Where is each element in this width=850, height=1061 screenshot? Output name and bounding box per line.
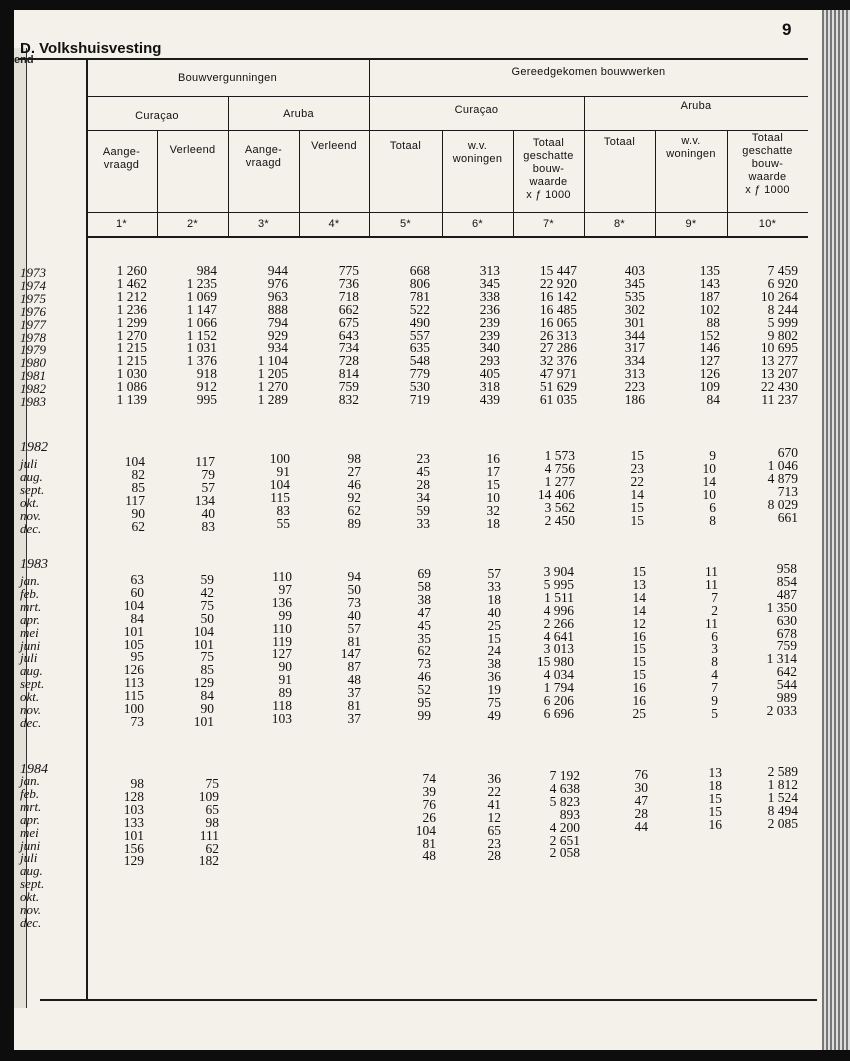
header-bottom-rule bbox=[86, 236, 808, 238]
m1984-col-6: 36 22 41 12 65 23 28 bbox=[487, 771, 501, 864]
col-number-9: 9* bbox=[685, 218, 697, 230]
m1984-col-2: 75 109 65 98 111 62 182 bbox=[198, 776, 219, 869]
header-aruba-1: Aruba bbox=[283, 108, 314, 120]
m1983-col-3: 110 97 136 99 110 119 127 90 91 89 118 103 bbox=[271, 569, 292, 726]
col-number-3: 3* bbox=[258, 218, 269, 230]
col-number-5: 5* bbox=[400, 218, 411, 230]
header-col1: Aange- vraagd bbox=[102, 146, 141, 171]
header-col8: Totaal bbox=[603, 136, 636, 148]
page-number: 9 bbox=[782, 20, 792, 39]
book-edge bbox=[822, 10, 850, 1050]
m1983-col-7: 3 904 5 995 1 511 4 996 2 266 4 641 3 013 15 980 4 034 1 794 6 206 6 696 bbox=[536, 564, 574, 721]
row-label-1982: 1982 bbox=[20, 440, 48, 455]
annual-col-2: 984 1 235 1 069 1 147 1 066 1 152 1 031 1 376 918 912 995 bbox=[186, 263, 217, 408]
m1982-col-4: 98 27 46 92 62 89 bbox=[347, 451, 361, 531]
m1983-col-5: 69 58 38 47 45 35 62 73 46 52 95 99 bbox=[417, 566, 431, 723]
header-col7: Totaal geschatte bouw- waarde x ƒ 1000 bbox=[523, 137, 574, 201]
row-labels-months-1984: jan. feb. mrt. apr. mei juni juli aug. sept. okt. nov. dec. bbox=[20, 773, 45, 930]
header-col5: Totaal bbox=[389, 140, 422, 152]
header-col6: w.v. woningen bbox=[452, 140, 503, 165]
m1982-col-7: 1 573 4 756 1 277 14 406 3 562 2 450 bbox=[537, 448, 575, 528]
m1983-col-1: 63 60 104 84 101 105 95 126 113 115 100 73 bbox=[123, 572, 144, 729]
col-number-1: 1* bbox=[116, 218, 127, 230]
header-col3: Aange- vraagd bbox=[244, 144, 283, 169]
stub-divider bbox=[86, 58, 88, 999]
annual-col-3: 944 976 963 888 794 929 934 1 104 1 205 1 270 1 289 bbox=[257, 263, 288, 408]
header-aruba-2: Aruba bbox=[680, 100, 712, 112]
edge-text: end bbox=[14, 54, 34, 66]
annual-col-1: 1 260 1 462 1 212 1 236 1 299 1 270 1 215 1 215 1 030 1 086 1 139 bbox=[116, 263, 147, 408]
row-labels-months-1983: jan. feb. mrt. apr. mei juni juli aug. sept. okt. nov. dec. bbox=[20, 573, 45, 730]
m1982-col-1: 104 82 85 117 90 62 bbox=[124, 454, 145, 534]
col-number-7: 7* bbox=[543, 218, 554, 230]
row-labels-months-1982: juli aug. sept. okt. nov. dec. bbox=[20, 456, 45, 536]
header-bouwvergunningen: Bouwvergunningen bbox=[178, 72, 277, 84]
header-col9: w.v. woningen bbox=[666, 135, 716, 160]
table-top-rule bbox=[18, 58, 808, 60]
row-labels-years: 1973 1974 1975 1976 1977 1978 1979 1980 1981 1982 1983 bbox=[20, 265, 46, 410]
header-rule-2 bbox=[86, 130, 808, 131]
m1982-col-2: 117 79 57 134 40 83 bbox=[194, 454, 215, 534]
annual-col-4: 775 736 718 662 675 643 734 728 814 759 832 bbox=[338, 263, 359, 408]
m1983-col-8: 15 13 14 14 12 16 15 15 15 16 16 25 bbox=[632, 564, 646, 721]
m1984-col-9: 13 18 15 15 16 bbox=[708, 765, 722, 832]
m1982-col-6: 16 17 15 10 32 18 bbox=[486, 451, 500, 531]
annual-col-7: 15 447 22 920 16 142 16 485 16 065 26 313 27 286 32 376 47 971 51 629 61 035 bbox=[539, 263, 577, 408]
m1983-col-2: 59 42 75 50 104 101 75 85 129 84 90 101 bbox=[193, 572, 214, 729]
header-curacao-1: Curaçao bbox=[135, 110, 179, 122]
col-number-4: 4* bbox=[328, 218, 340, 230]
annual-col-10: 7 459 6 920 10 264 8 244 5 999 9 802 10 695 13 277 13 207 22 430 11 237 bbox=[760, 263, 798, 408]
row-label-1983: 1983 bbox=[20, 557, 48, 572]
col-number-6: 6* bbox=[472, 218, 483, 230]
section-title: D. Volkshuisvesting bbox=[20, 40, 162, 57]
m1982-col-10: 670 1 046 4 879 713 8 029 661 bbox=[767, 445, 798, 525]
m1984-col-1: 98 128 103 133 101 156 129 bbox=[123, 776, 144, 869]
island-divider-2 bbox=[584, 96, 585, 238]
header-gereedgekomen: Gereedgekomen bouwwerken bbox=[511, 66, 666, 78]
m1982-col-9: 9 10 14 10 6 8 bbox=[702, 448, 716, 528]
header-curacao-2: Curaçao bbox=[454, 104, 499, 116]
header-col10: Totaal geschatte bouw- waarde x ƒ 1000 bbox=[742, 132, 793, 196]
header-col2: Verleend bbox=[169, 144, 216, 156]
header-rule-3 bbox=[86, 212, 808, 213]
header-rule-1 bbox=[86, 96, 808, 97]
m1983-col-9: 11 11 7 2 11 6 3 8 4 7 9 5 bbox=[705, 564, 718, 721]
m1983-col-4: 94 50 73 40 57 81 147 87 48 37 81 37 bbox=[340, 569, 361, 726]
annual-col-9: 135 143 187 102 88 152 146 127 126 109 84 bbox=[699, 263, 720, 408]
col-number-2: 2* bbox=[187, 218, 198, 230]
m1983-col-10: 958 854 487 1 350 630 678 759 1 314 642 544 989 2 033 bbox=[766, 561, 797, 718]
annual-col-6: 313 345 338 236 239 239 340 293 405 318 439 bbox=[479, 263, 500, 408]
m1984-col-8: 76 30 47 28 44 bbox=[634, 767, 648, 834]
header-col4: Verleend bbox=[311, 140, 357, 152]
col-number-10: 10* bbox=[758, 218, 777, 230]
annual-col-5: 668 806 781 522 490 557 635 548 779 530 719 bbox=[409, 263, 430, 408]
row-label-1984: 1984 bbox=[20, 762, 48, 777]
m1983-col-6: 57 33 18 40 25 15 24 38 36 19 75 49 bbox=[487, 566, 501, 723]
table-bottom-rule bbox=[40, 999, 817, 1001]
m1982-col-8: 15 23 22 14 15 15 bbox=[630, 448, 644, 528]
m1982-col-3: 100 91 104 115 83 55 bbox=[269, 451, 290, 531]
col-number-8: 8* bbox=[614, 218, 625, 230]
m1984-col-10: 2 589 1 812 1 524 8 494 2 085 bbox=[767, 764, 798, 831]
m1982-col-5: 23 45 28 34 59 33 bbox=[416, 451, 430, 531]
m1984-col-5: 74 39 76 26 104 81 48 bbox=[415, 771, 436, 864]
annual-col-8: 403 345 535 302 301 344 317 334 313 223 186 bbox=[624, 263, 645, 408]
m1984-col-7: 7 192 4 638 5 823 893 4 200 2 651 2 058 bbox=[549, 768, 580, 861]
